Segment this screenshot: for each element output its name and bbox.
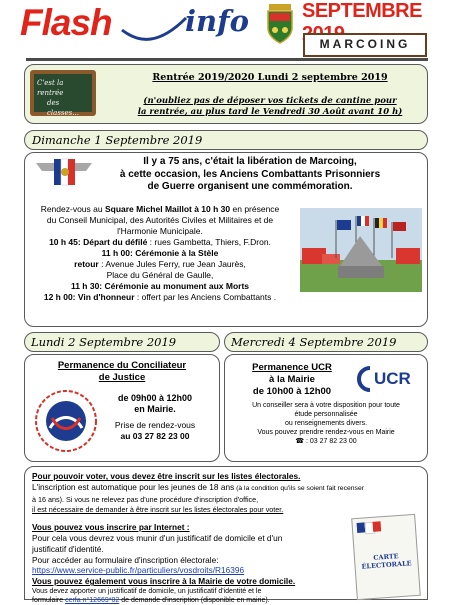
lundi-hours [100, 393, 210, 415]
blackboard [34, 74, 92, 117]
card-label [359, 551, 414, 571]
mercredi-heading: Mercredi 4 Septembre 2019 [231, 335, 397, 349]
veterans-emblem-icon [34, 155, 94, 189]
lead-line: à cette occasion, les Anciens Combattants Prisonniers [119, 168, 381, 180]
mercredi-phone: ☎ : 03 27 82 23 00 [295, 438, 357, 445]
lundi-rdv-line: Prise de rendez-vous [114, 420, 196, 430]
elections-line: à 16 ans). Si vous ne relevez pas d'une procédure d'inscription d'office, [32, 494, 259, 504]
rentree-note-line: (n'oubliez pas de déposer vos tickets de cantine pour [143, 96, 397, 106]
mercredi-desc-line: Un conseiller sera à votre disposition pour toute [252, 402, 400, 409]
blackboard-line: C'est la rentrée [37, 79, 64, 97]
lundi-rdv-line: au 03 27 82 23 00 [120, 430, 190, 441]
rentree-note [112, 96, 428, 118]
cerfa-link[interactable]: cerfa n°12669*02 [65, 596, 120, 604]
mercredi-title-line: de 10h00 à 12h00 [252, 386, 332, 397]
program-line: 10 h 45: Départ du défilé : rues Gambetta, Thiers, F.Dron. [49, 237, 271, 247]
mercredi-desc-line: Vous pouvez prendre rendez-vous en Mairie [257, 429, 395, 436]
town-name: MARCOING [319, 37, 411, 51]
elections-line: Pour accéder au formulaire d'inscription électorale: [32, 554, 219, 565]
lundi-rdv [100, 420, 210, 441]
mercredi-desc-line: étude personnalisée [294, 411, 358, 418]
dimanche-lead [90, 156, 410, 194]
ucr-logo [356, 364, 416, 394]
card-label-line: CARTE [373, 552, 399, 562]
dimanche-heading: Dimanche 1 Septembre 2019 [32, 133, 203, 147]
conciliateurs-logo-icon [30, 388, 102, 454]
program-line: Rendez-vous au Square Michel Maillot à 10 h 30 en présence [40, 204, 280, 214]
blackboard-frame [30, 70, 96, 116]
issue-month: SEPTEMBRE [302, 0, 422, 22]
elections-line: justificatif d'identité. [32, 543, 104, 554]
program-line: 11 h 30: Cérémonie au monument aux Morts [70, 281, 250, 291]
elections-line: Pour cela vous devrez vous munir d'un justificatif de domicile et d'un [32, 532, 283, 543]
program-line: retour : Avenue Jules Ferry, rue Jean Jaurès, [74, 259, 246, 269]
lundi-title [36, 360, 208, 384]
mercredi-title-line: Permanence UCR [252, 362, 332, 373]
program-line: 12 h 00: Vin d'honneur : offert par les Anciens Combattants . [43, 292, 277, 302]
mercredi-title-line: à la Mairie [269, 374, 315, 385]
elections-line: formulaire cerfa n°12669*02 de demande d'inscription (disponible en mairie). [32, 596, 270, 604]
lundi-hours-line: en Mairie. [134, 404, 176, 414]
mairie-title: Vous pouvez également vous inscrire à la Mairie de votre domicile. [32, 576, 296, 587]
town-crest-icon [266, 4, 294, 44]
elections-line: L'inscription est automatique pour les jeunes de 18 ans (à la condition qu'ils se soient fait recenser [32, 481, 364, 492]
service-public-link[interactable]: https://www.service-public.fr/particuliers/vosdroits/R16396 [32, 565, 245, 576]
dimanche-program [30, 204, 290, 303]
elections-line: Vous devez apporter un justificatif de domicile, un justificatif d'identité et le [32, 587, 262, 595]
rentree-note-line: la rentrée, au plus tard le Vendredi 30 Août avant 10 h) [137, 107, 403, 117]
blackboard-line: des classes... [47, 99, 79, 117]
voter-card [351, 514, 421, 600]
elections-title: Pour pouvoir voter, vous devez être inscrit sur les listes électorales. [32, 471, 301, 481]
brand-info: info [185, 4, 249, 38]
rentree-title: Rentrée 2019/2020 Lundi 2 septembre 2019 [152, 72, 388, 83]
elections-line: il est nécessaire de demander à être inscrit sur les listes électorales pour voter. [32, 505, 284, 515]
mercredi-desc-line: ou renseignements divers. [284, 420, 368, 427]
brand-flash: Flash [20, 2, 112, 43]
internet-title: Vous pouvez vous inscrire par Internet : [32, 522, 190, 533]
mercredi-title [232, 362, 352, 398]
lundi-heading: Lundi 2 Septembre 2019 [31, 335, 177, 349]
program-line: l'Harmonie Municipale. [117, 226, 203, 236]
flag-red [373, 521, 382, 532]
lead-line: Il y a 75 ans, c'était la libération de Marcoing, [143, 156, 357, 167]
mercredi-desc [228, 401, 424, 446]
lundi-title-line: de Justice [98, 372, 146, 383]
lundi-hours-line: de 09h00 à 12h00 [117, 393, 193, 403]
ucr-logo-text: UCR [374, 369, 411, 388]
program-line: du Conseil Municipal, des Autorités Civiles et Militaires et de [46, 215, 274, 225]
program-line: Place du Général de Gaulle, [106, 270, 214, 280]
program-line: 11 h 00: Cérémonie à la Stèle [101, 248, 219, 258]
lead-line: de Guerre organisent une commémoration. [147, 181, 353, 192]
card-label-line: ÉLECTORALE [361, 559, 412, 571]
monument-photo [300, 208, 422, 292]
header-rule [26, 58, 428, 61]
swoosh-logo [120, 8, 190, 44]
lundi-title-line: Permanence du Conciliateur [57, 360, 187, 371]
